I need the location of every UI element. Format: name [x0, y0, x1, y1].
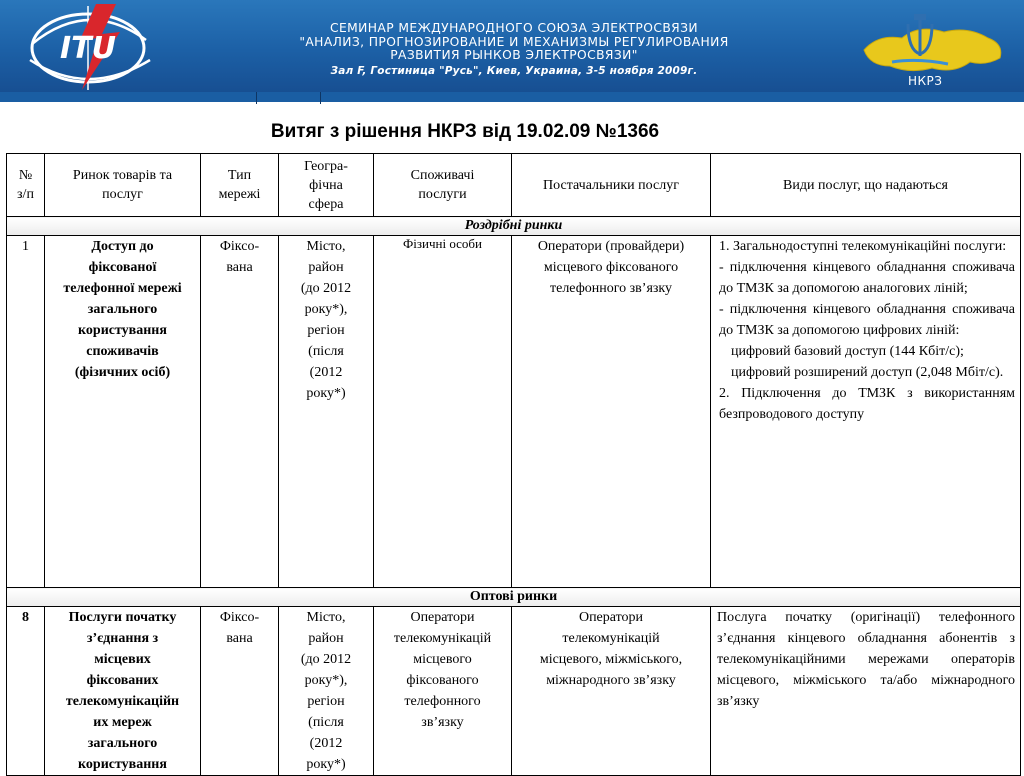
row8-market: Послуги початку з’єднання з місцевих фіксованих телекомунікаційн их мереж загального користування	[45, 607, 201, 776]
seminar-line-3: РАЗВИТИЯ РЫНКОВ ЭЛЕКТРОСВЯЗИ"	[390, 48, 638, 62]
nkrz-label: НКРЗ	[908, 74, 943, 88]
seminar-title	[178, 22, 850, 78]
table-header-row	[7, 154, 1021, 217]
divider-tick	[320, 92, 321, 104]
table-row	[7, 607, 1021, 776]
divider-tick	[256, 92, 257, 104]
section-retail: Роздрібні ринки	[7, 217, 1021, 236]
row1-providers: Оператори (провайдери) місцевого фіксованого телефонного зв’язку	[512, 236, 711, 588]
header-network: Тип мережі	[201, 154, 279, 217]
row1-services: 1. Загальнодоступні телекомунікаційні послуги: - підключення кінцевого обладнання споживача до ТМЗК за допомогою аналогових ліній; - підключення кінцевого обладнання споживача до ТМЗК за допомогою цифрових ліній: цифровий базовий доступ (144 Кбіт/с); цифровий розширений доступ (2,048 Мбіт/с). 2. Підключення до ТМЗК з використанням безпроводового доступу	[711, 236, 1021, 588]
svg-text:ITU: ITU	[60, 31, 116, 66]
header-geo: Геогра- фічна сфера	[279, 154, 374, 217]
header-services: Види послуг, що надаються	[711, 154, 1021, 217]
row8-network: Фіксо- вана	[201, 607, 279, 776]
row8-num: 8	[7, 607, 45, 776]
seminar-venue: Зал F, Гостиница "Русь", Киев, Украина, 3-5 ноября 2009г.	[330, 64, 698, 77]
row1-geo: Місто, район (до 2012 року*), регіон (після (2012 року*)	[279, 236, 374, 588]
seminar-line-1: СЕМИНАР МЕЖДУНАРОДНОГО СОЮЗА ЭЛЕКТРОСВЯЗИ	[330, 21, 698, 35]
row1-market: Доступ до фіксованої телефонної мережі загального користування споживачів (фізичних осіб)	[45, 236, 201, 588]
row8-providers: Оператори телекомунікацій місцевого, міжміського, міжнародного зв’язку	[512, 607, 711, 776]
row1-network: Фіксо- вана	[201, 236, 279, 588]
seminar-line-2: "АНАЛИЗ, ПРОГНОЗИРОВАНИЕ И МЕХАНИЗМЫ РЕГУЛИРОВАНИЯ	[299, 34, 729, 49]
header-num: № з/п	[7, 154, 45, 217]
header-providers: Постачальники послуг	[512, 154, 711, 217]
section-retail-row	[7, 217, 1021, 236]
table-row	[7, 236, 1021, 588]
header-market: Ринок товарів та послуг	[45, 154, 201, 217]
section-wholesale: Оптові ринки	[7, 588, 1021, 607]
itu-logo-icon	[22, 4, 172, 90]
row1-num: 1	[7, 236, 45, 588]
header-stripe	[0, 92, 1024, 102]
decision-table	[6, 153, 1021, 776]
header-consumers: Споживачі послуги	[374, 154, 512, 217]
row8-geo: Місто, район (до 2012 року*), регіон (після (2012 року*)	[279, 607, 374, 776]
section-wholesale-row	[7, 588, 1021, 607]
slide-title: Витяг з рішення НКРЗ від 19.02.09 №1366	[270, 121, 660, 142]
row8-consumers: Оператори телекомунікацій місцевого фіксованого телефонного зв’язку	[374, 607, 512, 776]
row8-services: Послуга початку (оригінації) телефонного з’єднання кінцевого обладнання абонентів з телекомунікаційними мережами операторів місцевого, міжміського та/або міжнародного зв’язку	[711, 607, 1021, 776]
row1-consumers: Фізичні особи	[374, 236, 512, 588]
header-banner	[0, 0, 1024, 92]
